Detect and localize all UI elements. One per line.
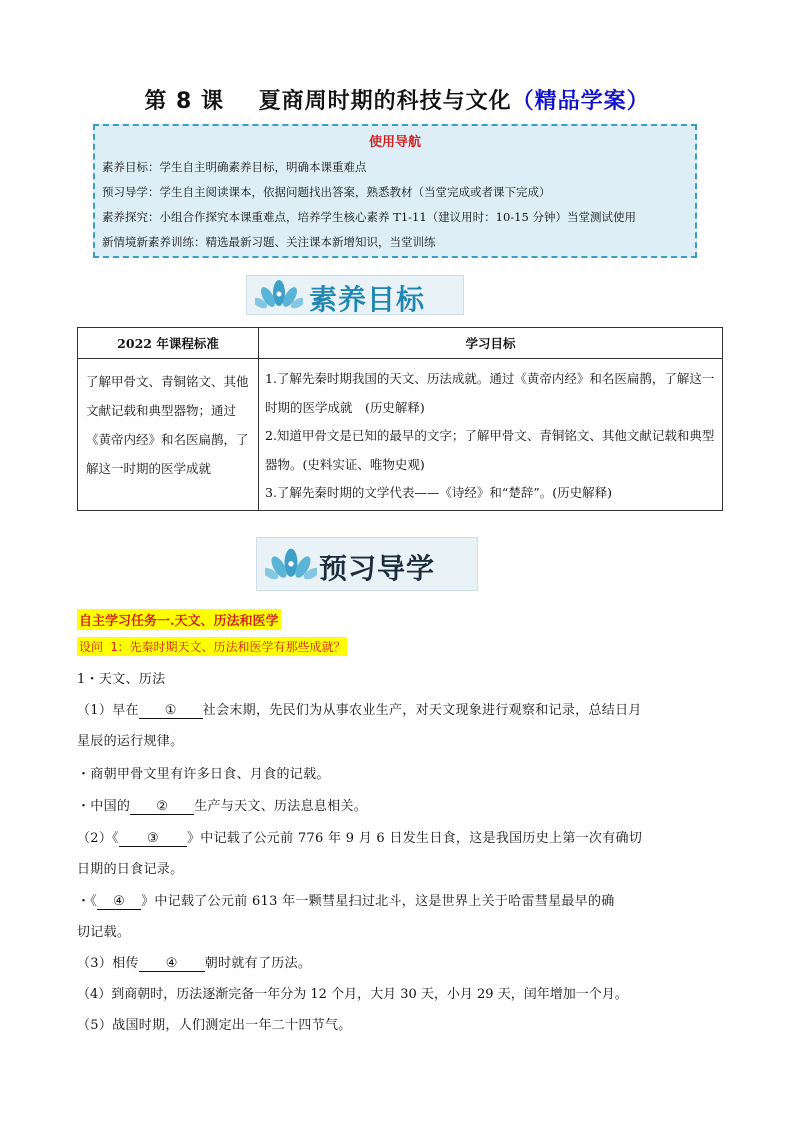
line-5-cont: 切记载。 — [77, 925, 131, 940]
subsection-astronomy: 1・天文、历法 — [77, 672, 166, 687]
line-7: （4）到商朝时，历法逐渐完备一年分为 12 个月，大月 30 天，小月 29 天，闰年增加一个月。 — [77, 987, 628, 1002]
goals-banner — [246, 275, 464, 315]
nav-line-explore: 素养探究：小组合作探究本课重难点，培养学生核心素养 T1-11（建议用时：10-15 分钟）当堂测试使用 — [102, 210, 636, 224]
standard-cell: 了解甲骨文、青铜铭文、其他文献记载和典型器物；通过《黄帝内经》和名医扁鹊，了解这一时期的医学成就 — [78, 359, 259, 511]
header-standard: 2022 年课程标准 — [78, 328, 259, 359]
goals-cell — [259, 359, 723, 511]
line-1-cont: 星辰的运行规律。 — [77, 734, 184, 749]
page-title — [0, 84, 794, 115]
line-6: （3）相传 ④ 朝时就有了历法。 — [77, 956, 312, 971]
curriculum-table — [77, 327, 723, 511]
nav-line-goals: 素养目标：学生自主明确素养目标，明确本课重难点 — [102, 160, 367, 174]
blank-4: ④ — [97, 894, 141, 910]
preview-banner-text: 预习导学 — [319, 552, 436, 585]
blank-2: ② — [130, 799, 194, 815]
line-8: （5）战国时期，人们测定出一年二十四节气。 — [77, 1018, 352, 1033]
blank-3: ③ — [119, 831, 187, 847]
task-question: 设问 1：先秦时期天文、历法和医学有那些成就？ — [77, 637, 347, 656]
nav-heading: 使用导航 — [368, 135, 421, 150]
table-row — [78, 359, 723, 511]
lesson-number: 第 8 课 — [144, 89, 224, 114]
line-1: （1）早在 ① 社会末期，先民们为从事农业生产，对天文现象进行观察和记录，总结日月 — [77, 703, 642, 718]
nav-line-preview: 预习导学：学生自主阅读课本，依据问题找出答案，熟悉教材（当堂完成或者课下完成） — [102, 185, 551, 199]
title-paren-close: ） — [626, 89, 650, 114]
blank-1: ① — [139, 703, 203, 719]
usage-navigation-box — [93, 124, 697, 258]
title-paren-open: （ — [511, 89, 535, 114]
header-goals: 学习目标 — [259, 328, 723, 359]
line-4-cont: 日期的日食记录。 — [77, 862, 184, 877]
preview-banner — [256, 537, 478, 591]
table-header-row — [78, 328, 723, 359]
blank-5: ④ — [139, 956, 205, 972]
lotus-icon — [255, 278, 303, 314]
goal-item-3: 3.了解先秦时期的文学代表——《诗经》和“楚辞”。(历史解释) — [265, 485, 612, 500]
goal-item-1: 1.了解先秦时期我国的天文、历法成就。通过《黄帝内经》和名医扁鹊，了解这一时期的医学成就 (历史解释) — [265, 371, 715, 415]
goals-banner-text: 素养目标 — [309, 283, 426, 316]
line-5: ・《 ④ 》中记载了公元前 613 年一颗彗星扫过北斗，这是世界上关于哈雷彗星最早的确 — [77, 894, 615, 909]
goal-item-2: 2.知道甲骨文是已知的最早的文字；了解甲骨文、青铜铭文、其他文献记载和典型器物。(史料实证、唯物史观) — [265, 428, 715, 472]
task-heading: 自主学习任务一.天文、历法和医学 — [77, 609, 281, 630]
lesson-topic: 夏商周时期的科技与文化 — [258, 89, 512, 114]
lotus-icon — [265, 544, 317, 588]
title-highlight: 精品学案 — [534, 89, 627, 114]
line-2: ・商朝甲骨文里有许多日食、月食的记载。 — [77, 767, 330, 782]
line-3: ・中国的 ② 生产与天文、历法息息相关。 — [77, 799, 368, 814]
nav-line-training: 新情境新素养训练：精选最新习题、关注课本新增知识，当堂训练 — [102, 235, 436, 249]
line-4: （2）《 ③ 》中记载了公元前 776 年 9 月 6 日发生日食，这是我国历史上第一次有确切 — [77, 831, 643, 846]
